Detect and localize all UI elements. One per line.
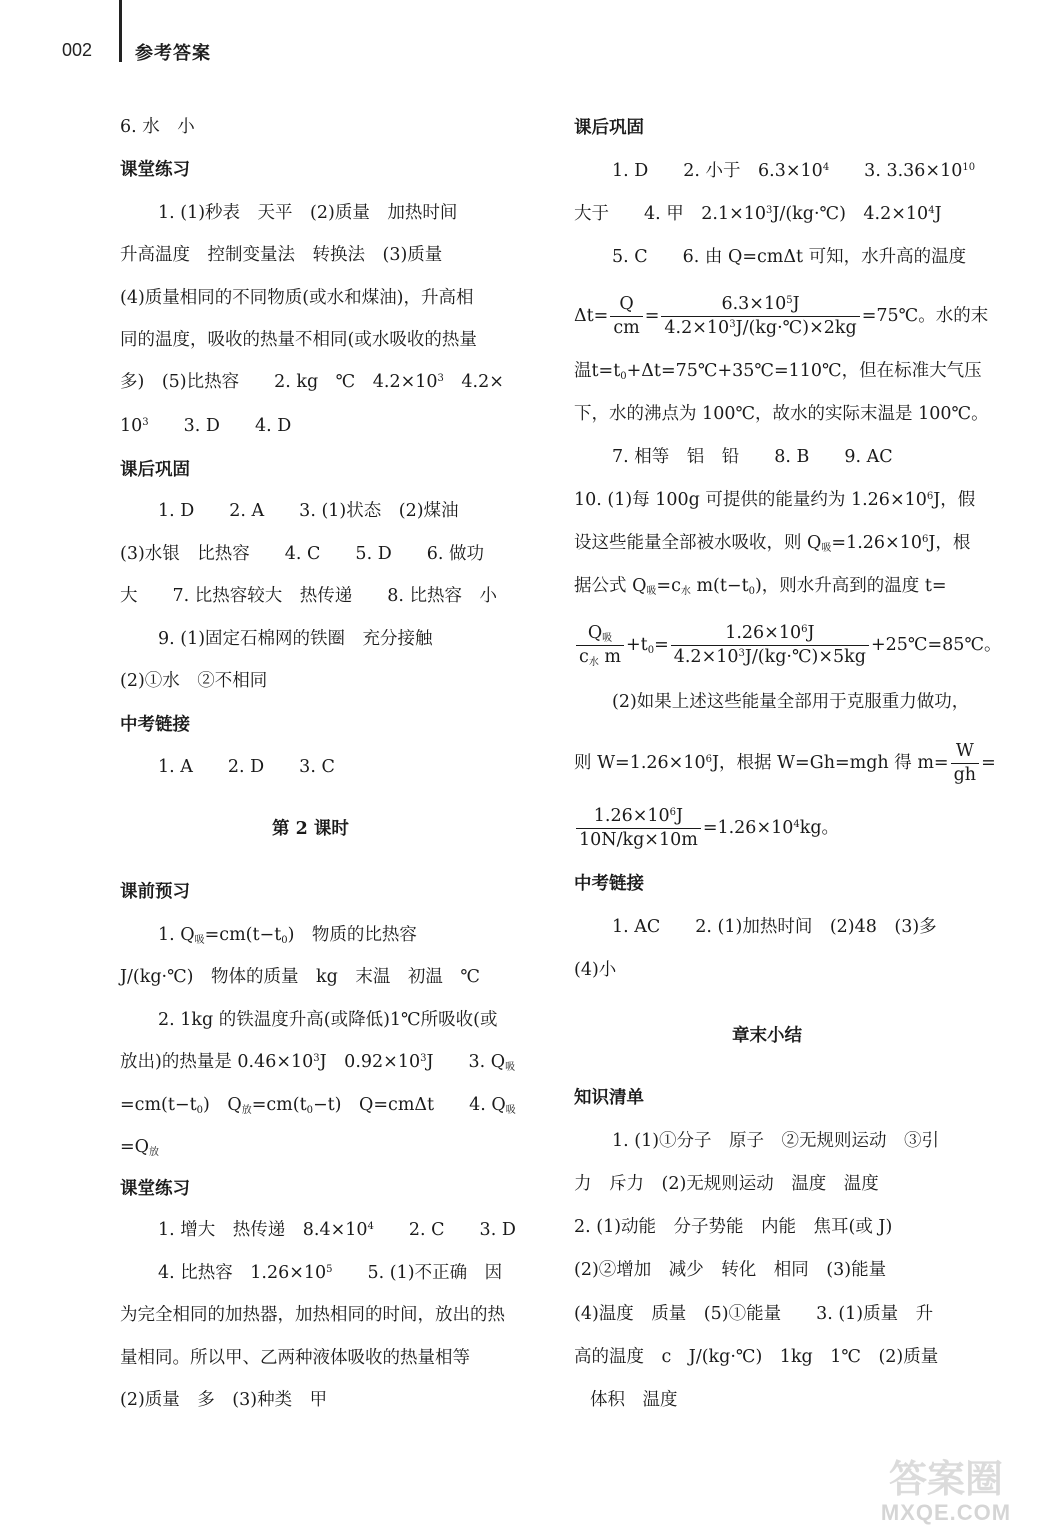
answer-line: 力 斥力 (2)无规则运动 温度 温度 bbox=[574, 1174, 879, 1194]
answer-line: (4)小 bbox=[574, 960, 617, 980]
answer-line: 下，水的沸点为 100℃，故水的实际末温是 100℃。 bbox=[574, 404, 989, 424]
fraction: $\frac{Q_吸}{c_水 m}$ bbox=[576, 622, 624, 669]
section-heading: 中考链接 bbox=[120, 715, 190, 735]
answer-line: 据公式 $Q_吸=c_水$ $m(t-t_0)$，则水升高到的温度 t= bbox=[574, 576, 947, 597]
watermark-url: MXQE.COM bbox=[880, 1500, 1012, 1525]
answer-line: 升高温度 控制变量法 转换法 (3)质量 bbox=[120, 245, 443, 265]
answer-line: (2)如果上述这些能量全部用于克服重力做功， bbox=[612, 692, 970, 712]
lesson-title: 第 2 课时 bbox=[272, 819, 349, 839]
section-heading: 课堂练习 bbox=[120, 1179, 190, 1199]
page-number: 002 bbox=[62, 40, 93, 60]
formula-line: $\frac{Q_吸}{c_水 m}$ $+t_0=$ $\frac{1.26\times 10^6J}{4.2\times 10^3J/(kg\cdot℃)\times 5kg}$ +25℃=85℃。 bbox=[574, 622, 1002, 669]
answer-line: (2)①水 ②不相同 bbox=[120, 671, 268, 691]
formula-line: Δt= $\frac{Q}{cm}$ = $\frac{6.3\times 10^5J}{4.2\times 10^3J/(kg\cdot℃)\times 2kg}$ =75℃。水的末 bbox=[574, 294, 989, 338]
answer-line: 体积 温度 bbox=[590, 1390, 678, 1410]
fraction: $\frac{W}{gh}$ bbox=[951, 740, 979, 787]
section-heading: 课后巩固 bbox=[574, 118, 644, 138]
answer-line: (2)质量 多 (3)种类 甲 bbox=[120, 1390, 328, 1410]
answer-line: 10. (1)每 100g 可提供的能量约为 $1.26\times 10^6J$，假 bbox=[574, 490, 976, 510]
answer-line: 设这些能量全部被水吸收，则 $Q_吸=1.26\times 10^6J$，根 bbox=[574, 533, 971, 554]
answer-line: 大 7. 比热容较大 热传递 8. 比热容 小 bbox=[120, 586, 498, 606]
answer-line: 6. 水 小 bbox=[120, 117, 195, 137]
answer-line: 7. 相等 铝 铅 8. B 9. AC bbox=[612, 447, 893, 467]
answer-line: 大于 4. 甲 $2.1\times 10^3J/(kg\cdot℃)$ $4.2\times 10^4J$ bbox=[574, 204, 942, 224]
answer-line: 4. 比热容 $1.26\times 10^5$ 5. (1)不正确 因 bbox=[158, 1263, 503, 1283]
answer-line: 高的温度 c J/(kg·℃) 1kg 1℃ (2)质量 bbox=[574, 1347, 939, 1367]
answer-line: 量相同。所以甲、乙两种液体吸收的热量相等 bbox=[120, 1348, 470, 1368]
answer-line: 1. (1)①分子 原子 ②无规则运动 ③引 bbox=[612, 1131, 940, 1151]
answer-line: 1. 增大 热传递 $8.4\times 10^4$ 2. C 3. D bbox=[158, 1220, 516, 1240]
answer-line: 2. (1)动能 分子势能 内能 焦耳(或 J) bbox=[574, 1217, 893, 1237]
answer-line: (4)质量相同的不同物质(或水和煤油)，升高相 bbox=[120, 288, 474, 308]
section-heading: 课后巩固 bbox=[120, 460, 190, 480]
section-heading: 知识清单 bbox=[574, 1088, 644, 1108]
watermark bbox=[861, 1448, 1031, 1528]
answer-line: 1. D 2. 小于 $6.3\times 10^4$ 3. $3.36\times 10^{10}$ bbox=[612, 161, 976, 181]
answer-line: 为完全相同的加热器，加热相同的时间，放出的热 bbox=[120, 1305, 505, 1325]
formula-line: 则 $W=1.26\times 10^6J$，根据 W=Gh=mgh 得 m= $\frac{W}{gh}$ = bbox=[574, 741, 996, 785]
answer-line: (2)②增加 减少 转化 相同 (3)能量 bbox=[574, 1260, 887, 1280]
section-heading: 中考链接 bbox=[574, 874, 644, 894]
fraction: $\frac{Q}{cm}$ bbox=[610, 293, 642, 340]
answer-line: 2. 1kg 的铁温度升高(或降低)1℃所吸收(或 bbox=[158, 1010, 498, 1030]
fraction: $\frac{1.26\times 10^6J}{4.2\times 10^3J/(kg\cdot℃)\times 5kg}$ bbox=[671, 622, 869, 669]
fraction: $\frac{6.3\times 10^5J}{4.2\times 10^3J/(kg\cdot℃)\times 2kg}$ bbox=[661, 293, 859, 340]
answer-line: 9. (1)固定石棉网的铁圈 充分接触 bbox=[158, 629, 433, 649]
answer-line: 1. AC 2. (1)加热时间 (2)48 (3)多 bbox=[612, 917, 937, 937]
header-divider bbox=[119, 0, 122, 62]
answer-line: 1. $Q_吸=cm(t-t_0)$ 物质的比热容 bbox=[158, 925, 417, 946]
answer-line: 1. A 2. D 3. C bbox=[158, 757, 335, 777]
answer-line: 1. D 2. A 3. (1)状态 (2)煤油 bbox=[158, 501, 459, 521]
answer-line: 同的温度，吸收的热量不相同(或水吸收的热量 bbox=[120, 330, 477, 350]
fraction: $\frac{1.26\times 10^6J}{10N/kg\times 10m}$ bbox=[576, 805, 701, 852]
answer-line: $=cm(t-t_0)$ $Q_放=cm(t_0-t)$ Q=cmΔt 4. $Q_吸$ bbox=[120, 1095, 516, 1116]
section-heading: 课前预习 bbox=[120, 882, 190, 902]
answer-line: $10^3$ 3. D 4. D bbox=[120, 416, 292, 436]
section-heading: 课堂练习 bbox=[120, 160, 190, 180]
answer-line: 温$t=t_0+\Delta t=75℃+35℃=110℃$，但在标准大气压 bbox=[574, 361, 982, 382]
chapter-title: 章末小结 bbox=[732, 1026, 802, 1046]
formula-line: $\frac{1.26\times 10^6J}{10N/kg\times 10m}$ $=1.26\times 10^4kg$。 bbox=[574, 805, 839, 852]
answer-line: 1. (1)秒表 天平 (2)质量 加热时间 bbox=[158, 203, 458, 223]
answer-line: J/(kg·℃) 物体的质量 kg 末温 初温 ℃ bbox=[120, 967, 480, 987]
answer-line: (3)水银 比热容 4. C 5. D 6. 做功 bbox=[120, 544, 484, 564]
page-title: 参考答案 bbox=[135, 43, 211, 64]
answer-line: 多) (5)比热容 2. kg ℃ $4.2\times 10^3$ 4.2× bbox=[120, 372, 504, 392]
answer-line: 放出)的热量是 $0.46\times 10^3J$ $0.92\times 10^3J$ 3. $Q_吸$ bbox=[120, 1052, 516, 1073]
watermark-logo: 答案圈 bbox=[888, 1457, 1003, 1501]
answer-line: $=Q_放$ bbox=[120, 1137, 160, 1158]
answer-line: 5. C 6. 由 Q=cmΔt 可知，水升高的温度 bbox=[612, 247, 967, 267]
answer-line: (4)温度 质量 (5)①能量 3. (1)质量 升 bbox=[574, 1304, 934, 1324]
